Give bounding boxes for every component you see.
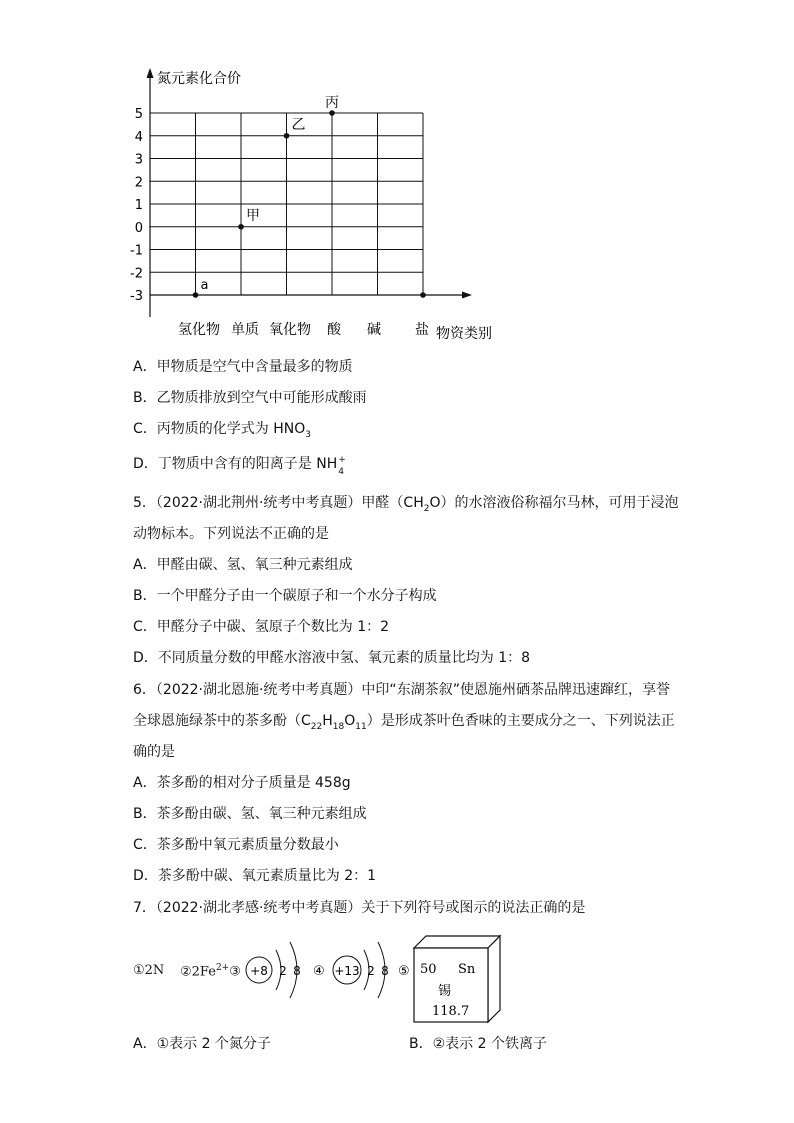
- q7-option-a: A．①表示 2 个氮分子: [133, 1036, 271, 1052]
- q7-item3-label: ③: [229, 964, 241, 980]
- atom1-shell1-electrons: 2: [279, 964, 287, 978]
- q5-option-a: A．甲醛由碳、氢、氧三种元素组成: [133, 557, 353, 573]
- y-tick-label: -3: [130, 289, 143, 304]
- q6-option-b: B．茶多酚由碳、氢、氧三种元素组成: [133, 806, 367, 822]
- q7-item1-text: ①2N: [133, 963, 165, 978]
- q6-option-a: A．茶多酚的相对分子质量是 458g: [133, 775, 351, 791]
- data-point: [238, 224, 244, 230]
- cube-side-face: [488, 936, 500, 1022]
- element-cube-tin: [412, 934, 504, 1026]
- q4-option-a: A．甲物质是空气中含量最多的物质: [133, 359, 353, 375]
- y-axis-arrowhead: [147, 68, 154, 78]
- q6-option-c: C．茶多酚中氧元素质量分数最小: [133, 837, 339, 853]
- data-point-label: 乙: [291, 116, 306, 133]
- q4-c-sub: 3: [305, 429, 311, 440]
- x-tick-label: 酸: [327, 322, 341, 338]
- q4-option-c: [133, 419, 311, 445]
- atom1-nucleus-charge: +8: [250, 964, 268, 978]
- atom1-shell2-electrons: 8: [293, 964, 301, 978]
- q7-item-1: [133, 963, 164, 978]
- q4-d-ion-charge: [337, 455, 346, 477]
- x-tick-label: 氧化物: [269, 322, 311, 338]
- q4-c-text: C．丙物质的化学式为 HNO: [133, 421, 306, 437]
- data-points: [193, 95, 426, 298]
- y-axis-label: 氮元素化合价: [157, 71, 241, 87]
- valence-chart: [0, 55, 520, 350]
- q7-item2-text: ②2Fe: [180, 964, 216, 980]
- q6-stem-line2: [133, 711, 675, 737]
- q6-stem-line3: 确的是: [133, 744, 175, 760]
- q5-option-d: D．不同质量分数的甲醛水溶液中氢、氧元素的质量比均为 1：8: [133, 650, 531, 666]
- q7-stem: 7．（2022·湖北孝感·统考中考真题）关于下列符号或图示的说法正确的是: [133, 900, 586, 916]
- cube-element-symbol: Sn: [458, 962, 476, 977]
- q5-stem-line1: [133, 493, 679, 519]
- data-point: [420, 292, 426, 298]
- y-tick-label: -2: [130, 266, 143, 282]
- data-point-label: a: [200, 278, 209, 293]
- q4-option-b: B．乙物质排放到空气中可能形成酸雨: [133, 390, 367, 406]
- cube-top-face: [414, 936, 500, 948]
- q6-h: H: [322, 713, 333, 729]
- q5-stem-post: O）的水溶液俗称福尔马林，可用于浸泡: [429, 495, 679, 511]
- data-point: [193, 292, 199, 298]
- q4-option-d: [133, 454, 346, 477]
- q5-stem-line2: 动物标本。下列说法不正确的是: [133, 526, 329, 542]
- x-tick-label: 氢化物: [178, 322, 220, 338]
- data-point-label: 甲: [246, 207, 260, 224]
- q7-item-2: [180, 963, 241, 979]
- q7-option-b: B．②表示 2 个铁离子: [409, 1036, 547, 1052]
- x-axis-label: 物资类别: [436, 326, 492, 342]
- y-tick-labels: [130, 107, 143, 304]
- q4-d-sub: 4: [338, 467, 344, 477]
- data-point: [329, 110, 335, 116]
- y-tick-label: 0: [134, 220, 143, 236]
- q7-item4-label: ④: [313, 964, 325, 979]
- q6-stem-line1: 6．（2022·湖北恩施·统考中考真题）中印“东湖茶叙”使恩施州硒茶品牌迅速蹿红，享誉: [133, 682, 670, 698]
- chart-grid: [150, 113, 423, 295]
- x-tick-label: 盐: [415, 322, 429, 338]
- q6-sub-c: 22: [310, 721, 323, 732]
- q4-d-text: D．丁物质中含有的阳离子是 NH: [133, 456, 338, 472]
- q5-stem-pre: 5．（2022·湖北荆州·统考中考真题）甲醛（CH: [133, 495, 424, 511]
- q7-item2-sup: 2+: [215, 963, 230, 973]
- q6-stem-pre: 全球恩施绿茶中的茶多酚（C: [133, 713, 311, 729]
- q5-option-b: B．一个甲醛分子由一个碳原子和一个水分子构成: [133, 588, 437, 604]
- x-tick-label: 单质: [231, 322, 259, 338]
- q6-sub-o: 11: [355, 721, 367, 732]
- y-tick-label: 3: [134, 152, 143, 168]
- y-tick-label: 5: [134, 107, 143, 122]
- q6-o: O: [344, 713, 356, 729]
- atom-structure-diagrams: [240, 938, 415, 1013]
- data-point: [284, 133, 290, 139]
- y-tick-label: 4: [134, 129, 143, 145]
- cube-atomic-number: 50: [420, 962, 437, 977]
- y-tick-label: 1: [134, 198, 143, 213]
- cube-atomic-mass: 118.7: [432, 1004, 470, 1019]
- q5-option-c: C．甲醛分子中碳、氢原子个数比为 1：2: [133, 619, 390, 635]
- data-point-label: 丙: [325, 95, 339, 111]
- y-tick-label: 2: [134, 175, 143, 191]
- cube-element-name: 锡: [438, 984, 452, 999]
- atom2-shell2-electrons: 8: [381, 964, 389, 978]
- q4-d-sup: +: [338, 455, 346, 465]
- q6-sub-h: 18: [332, 721, 345, 732]
- x-axis-arrowhead: [462, 292, 472, 299]
- y-tick-label: -1: [130, 243, 143, 259]
- q5-stem-sub: 2: [423, 503, 430, 514]
- atom2-nucleus-charge: +13: [334, 964, 360, 978]
- q6-option-d: D．茶多酚中碳、氧元素质量比为 2：1: [133, 868, 377, 884]
- q7-item5-label: ⑤: [398, 964, 410, 979]
- q6-stem-post: ）是形成茶叶色香味的主要成分之一、下列说法正: [366, 713, 675, 729]
- x-tick-labels: [178, 321, 429, 338]
- x-tick-label: 碱: [367, 322, 381, 338]
- atom2-shell1-electrons: 2: [367, 964, 375, 978]
